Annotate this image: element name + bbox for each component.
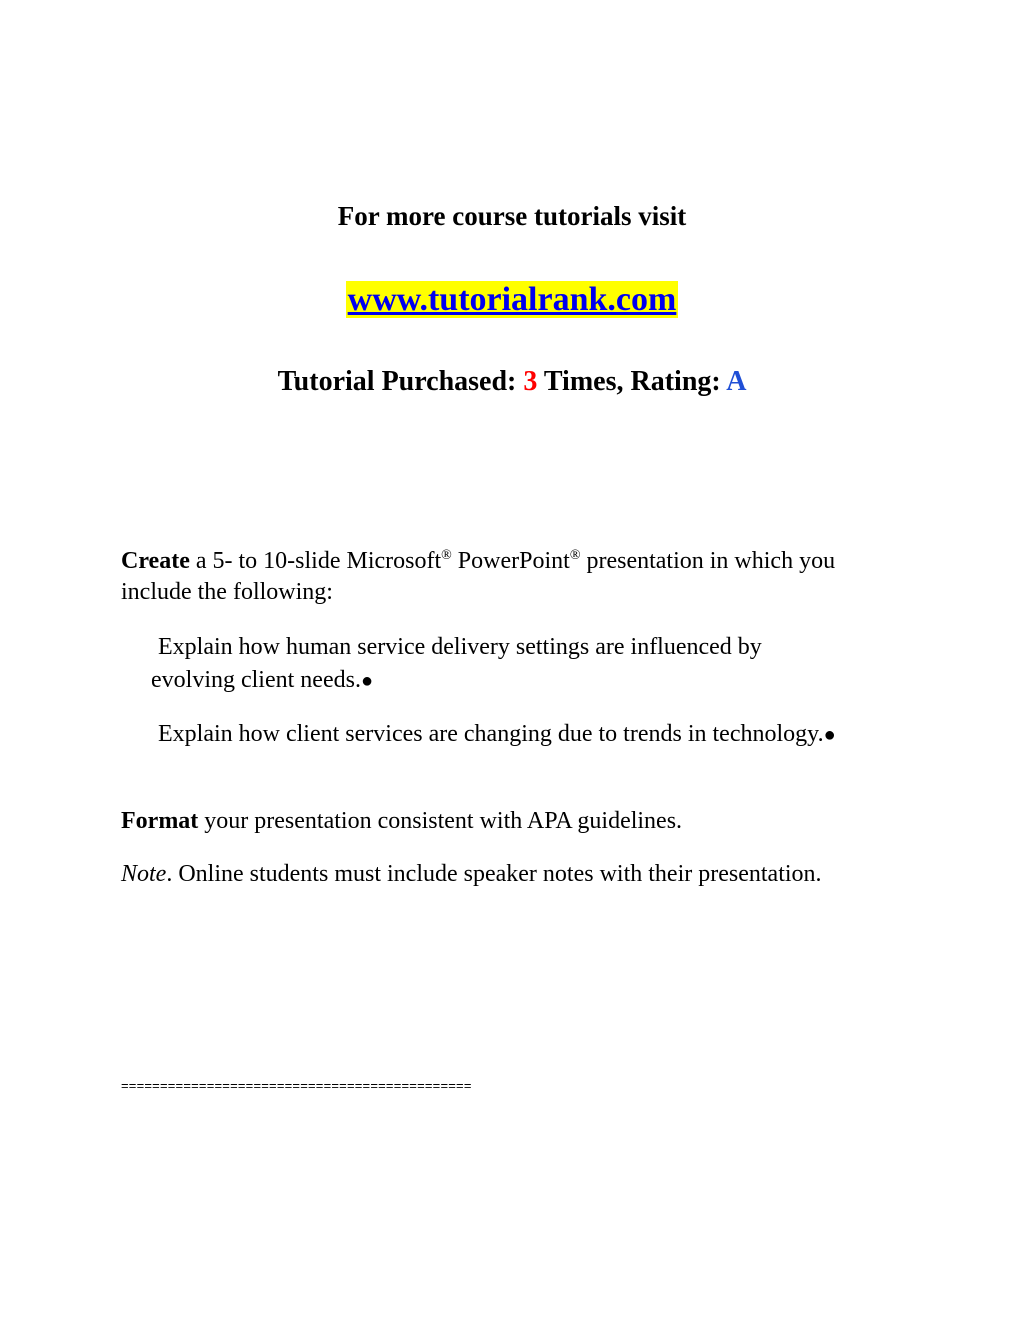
create-paragraph bbox=[121, 546, 911, 608]
purchase-stats bbox=[0, 366, 1024, 398]
note-keyword: Note bbox=[121, 861, 167, 887]
registered-mark: ® bbox=[441, 548, 452, 563]
purchased-label: Tutorial Purchased: bbox=[277, 366, 517, 397]
purchase-count: 3 bbox=[523, 366, 538, 397]
create-text-b: PowerPoint bbox=[457, 548, 570, 574]
create-text-a: a 5- to 10-slide Microsoft bbox=[195, 548, 442, 574]
note-text: . Online students must include speaker notes with their presentation. bbox=[166, 861, 822, 887]
note-paragraph bbox=[121, 859, 911, 890]
format-keyword: Format bbox=[121, 808, 199, 834]
bullet-item bbox=[151, 631, 851, 698]
registered-mark: ® bbox=[569, 548, 581, 563]
times-rating-label: Times, Rating: bbox=[543, 366, 721, 397]
divider-line: ============================================= bbox=[121, 1078, 472, 1093]
format-text: your presentation consistent with APA guidelines. bbox=[204, 808, 683, 834]
bullet-text: Explain how human service delivery settings are influenced by evolving client needs. bbox=[151, 634, 762, 693]
bullet-dot-icon: ● bbox=[360, 670, 374, 692]
bullet-item bbox=[151, 718, 851, 752]
rating-value: A bbox=[726, 366, 747, 397]
bullet-dot-icon: ● bbox=[823, 724, 836, 746]
create-text-c: presentation in which you include the following: bbox=[121, 548, 836, 605]
create-keyword: Create bbox=[121, 548, 190, 574]
site-link[interactable]: www.tutorialrank.com bbox=[347, 281, 677, 318]
visit-heading: For more course tutorials visit bbox=[337, 201, 687, 231]
format-paragraph bbox=[121, 806, 911, 837]
bullet-text: Explain how client services are changing due to trends in technology. bbox=[158, 721, 824, 747]
site-link-heading bbox=[0, 281, 1024, 319]
